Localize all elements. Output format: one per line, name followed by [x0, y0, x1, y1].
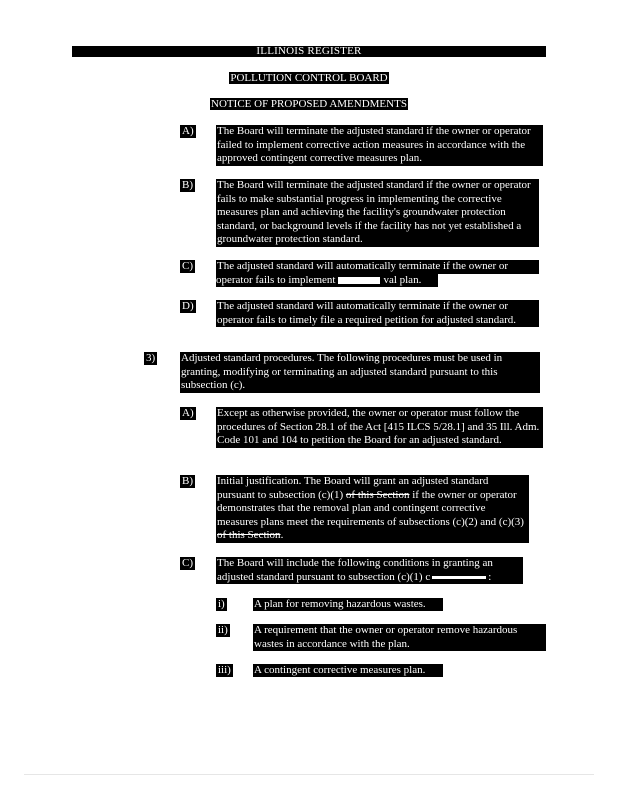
item-b-text: The Board will terminate the adjusted standard if the owner or operator fails to make substantial progress in implementing the corrective measures plan and achieving the facility's groundwater protection standard, or background levels if the facility has not yet established a groundwater protection standard. — [216, 179, 539, 247]
redaction-mark — [338, 277, 380, 284]
notice-heading — [0, 98, 618, 110]
section-3c-text-line-1: The Board will include the following conditions in granting an — [216, 557, 523, 571]
item-c-label: C) — [182, 260, 193, 272]
subitem-i-label: i) — [218, 598, 225, 610]
section-3-label: 3) — [146, 352, 156, 364]
register-title: ILLINOIS REGISTER — [256, 45, 362, 57]
section-3a-text: Except as otherwise provided, the owner or operator must follow the procedures of Section 28.1 of the Act [415 ILCS 5/28.1] and 35 Ill. Adm. Code 101 and 104 to petition the Board for an adjusted standard. — [216, 407, 543, 448]
section-3b-text-1: Initial justification. The Board will grant an adjusted standard pursuant to subsection (c)(1) — [217, 475, 489, 501]
section-3-text: Adjusted standard procedures. The following procedures must be used in granting, modifying or terminating an adjusted standard pursuant to this subsection (c). — [180, 352, 540, 393]
section-3c-label-wrap — [180, 557, 195, 570]
subitem-i-label-wrap — [216, 598, 227, 611]
section-3c-text-part-2: : — [488, 571, 492, 583]
item-d-text: The adjusted standard will automatically terminate if the owner or operator fails to timely file a required petition for adjusted standard. — [216, 300, 539, 327]
item-c-text-part-2: val plan. — [383, 274, 422, 286]
subitem-ii-text: A requirement that the owner or operator remove hazardous wastes in accordance with the plan. — [253, 624, 546, 651]
subitem-i-text: A plan for removing hazardous wastes. — [253, 598, 443, 611]
item-c-text-line-1: The adjusted standard will automatically terminate if the owner or — [216, 260, 539, 274]
redaction-mark — [432, 576, 486, 579]
section-3a-label-wrap — [180, 407, 196, 420]
scan-edge-line — [24, 774, 594, 775]
section-3c-text-part-1: adjusted standard pursuant to subsection (c)(1) c — [217, 571, 431, 583]
section-3b-strike-2: of this Section — [217, 529, 281, 541]
item-b-label: B) — [182, 179, 193, 191]
item-d-label-wrap — [180, 300, 196, 313]
subitem-iii-text: A contingent corrective measures plan. — [253, 664, 443, 677]
subitem-ii-label-wrap — [216, 624, 230, 637]
section-3-label-wrap — [144, 352, 157, 365]
item-a-text: The Board will terminate the adjusted standard if the owner or operator failed to implement corrective action measures in accordance with the approved contingent corrective measures plan. — [216, 125, 543, 166]
item-c-label-wrap — [180, 260, 195, 273]
item-a-label-wrap — [180, 125, 196, 138]
subitem-ii-label: ii) — [218, 624, 228, 636]
register-header-bar — [72, 46, 546, 57]
item-b-label-wrap — [180, 179, 195, 192]
section-3c-text-line-2 — [216, 571, 523, 584]
item-c-text-line-2 — [216, 274, 438, 287]
item-a-label: A) — [182, 125, 194, 137]
section-3b-label: B) — [182, 475, 193, 487]
section-3c-label: C) — [182, 557, 193, 569]
agency-name: POLLUTION CONTROL BOARD — [230, 72, 388, 84]
section-3b-strike-1: of this Section — [345, 488, 410, 501]
section-3b-text-3: . — [280, 529, 284, 541]
subitem-iii-label: iii) — [218, 664, 231, 676]
subitem-iii-label-wrap — [216, 664, 233, 677]
item-c-text-part-1: operator fails to implement — [216, 274, 336, 286]
section-3b-text-2: if the owner or operator demonstrates that the removal plan and contingent corrective measures plans meet the requirements of subsections (c)(2) and (c)(3) — [217, 488, 524, 528]
notice-title: NOTICE OF PROPOSED AMENDMENTS — [211, 98, 407, 110]
section-3b-text — [216, 475, 529, 543]
item-d-label: D) — [182, 300, 194, 312]
agency-heading — [0, 72, 618, 84]
section-3a-label: A) — [182, 407, 194, 419]
section-3b-label-wrap — [180, 475, 195, 488]
